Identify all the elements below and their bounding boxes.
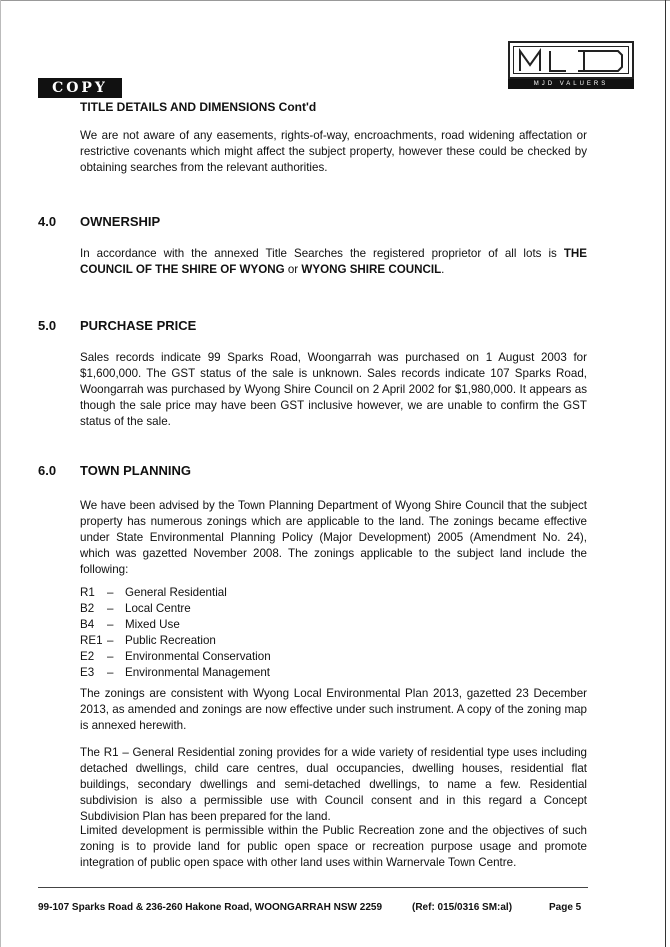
planning-intro-paragraph: We have been advised by the Town Planning Department of Wyong Shire Council that the subject property has numerous zonings which are applicable to the land. The zonings became effective under State Environmental Planning Policy (Major Development) 2005 (Amendment No. 24), which was gazetted November 2008. The zonings applicable to the subject land include the following: — [80, 499, 587, 576]
logo-letters-graphic — [510, 43, 632, 77]
zone-code: E2 — [80, 650, 95, 663]
section-number-purchase: 5.0 — [38, 318, 57, 333]
ownership-end: . — [441, 263, 445, 276]
copy-stamp: COPY — [38, 78, 122, 98]
zone-code: RE1 — [80, 634, 103, 647]
zone-dash: – — [107, 602, 114, 615]
logo-tagline: MJD VALUERS — [508, 79, 634, 89]
ownership-paragraph — [80, 246, 587, 278]
right-border — [665, 0, 666, 947]
ownership-text: In accordance with the annexed Title Searches the registered proprietor of all lots is — [80, 247, 564, 260]
zone-dash: – — [107, 586, 114, 599]
section-title-planning: TOWN PLANNING — [80, 463, 191, 478]
zone-dash: – — [107, 666, 114, 679]
zone-description: Public Recreation — [125, 634, 216, 647]
zone-description: Environmental Conservation — [125, 650, 271, 663]
zone-code: B4 — [80, 618, 95, 631]
zone-description: Local Centre — [125, 602, 191, 615]
public-recreation-paragraph: Limited development is permissible within the Public Recreation zone and the objectives of such zoning is to provide land for public open space or recreation purpose usage and promote integration of public open space with other land uses within Warnervale Town Centre. — [80, 824, 587, 869]
section-title-ownership: OWNERSHIP — [80, 214, 161, 229]
zone-description: General Residential — [125, 586, 227, 599]
purchase-paragraph: Sales records indicate 99 Sparks Road, Woongarrah was purchased on 1 August 2003 for $1,600,000. The GST status of the sale is unknown. Sales records indicate 107 Sparks Road, Woongarrah was purchased by Wyong Shire Council on 2 April 2002 for $1,980,000. It appears as though the sale price may have been GST inclusive however, we are unable to confirm the GST status of the sale. — [80, 351, 587, 428]
footer-page-number: Page 5 — [549, 902, 582, 913]
footer-reference: (Ref: 015/0316 SM:al) — [412, 902, 513, 913]
r1-zoning-paragraph: The R1 – General Residential zoning provides for a wide variety of residential type uses including detached dwellings, child care centres, dual occupancies, dwelling houses, residential flat buildings, secondary dwellings and semi-detached dwellings, to name a few. Residential subdivision is also a permissible use with Council consent and in this regard a Concept Subdivision Plan has been prepared for the land. — [80, 746, 587, 823]
top-rule — [0, 0, 670, 1]
zone-description: Mixed Use — [125, 618, 180, 631]
zone-code: R1 — [80, 586, 95, 599]
section-number-ownership: 4.0 — [38, 214, 57, 229]
zonings-lep-paragraph: The zonings are consistent with Wyong Local Environmental Plan 2013, gazetted 23 December 2013, as amended and zonings are now effective under such instrument. A copy of the zoning map is annexed herewith. — [80, 687, 587, 732]
owner-name-alternate: WYONG SHIRE COUNCIL — [301, 263, 442, 276]
section-number-planning: 6.0 — [38, 463, 57, 478]
zone-dash: – — [107, 650, 114, 663]
zone-dash: – — [107, 618, 114, 631]
footer-rule — [38, 887, 588, 888]
zone-description: Environmental Management — [125, 666, 271, 679]
title-details-paragraph: We are not aware of any easements, rights-of-way, encroachments, road widening affectation or restrictive covenants which might affect the subject property, however these could be checked by obtaining searches from the relevant authorities. — [80, 129, 587, 174]
page-heading: TITLE DETAILS AND DIMENSIONS Cont'd — [80, 100, 317, 114]
company-logo — [508, 41, 634, 79]
owner-name-primary: THE COUNCIL OF THE SHIRE OF WYONG — [80, 247, 587, 276]
footer-address: 99-107 Sparks Road & 236-260 Hakone Road, WOONGARRAH NSW 2259 — [38, 902, 382, 913]
zone-code: E3 — [80, 666, 95, 679]
ownership-or: or — [284, 263, 302, 276]
section-title-purchase: PURCHASE PRICE — [80, 318, 197, 333]
zone-dash: – — [107, 634, 114, 647]
zone-code: B2 — [80, 602, 95, 615]
left-border — [0, 0, 1, 947]
